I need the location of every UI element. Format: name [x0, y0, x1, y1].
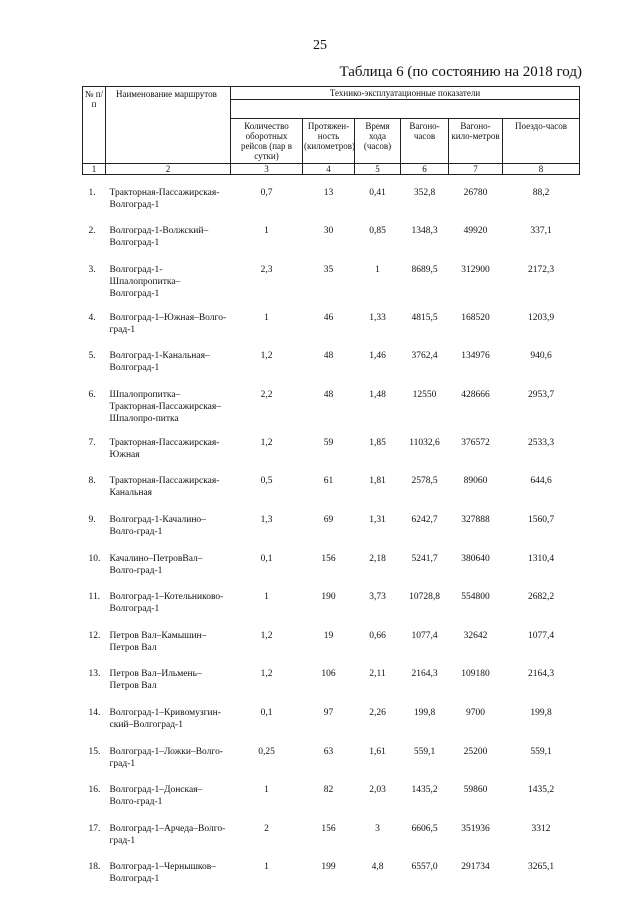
time-value: 1,31 — [369, 515, 386, 526]
table-row — [83, 252, 580, 300]
time-value: 1,48 — [369, 389, 386, 400]
train-hours-value: 1077,4 — [527, 630, 555, 641]
length-value: 46 — [323, 312, 334, 323]
car-hours-value: 2164,3 — [411, 669, 438, 680]
length-value: 190 — [321, 592, 336, 603]
length-value: 48 — [323, 351, 334, 362]
row-number: 14. — [88, 708, 101, 719]
row-number: 5. — [88, 351, 96, 362]
length-value: 61 — [323, 476, 334, 487]
route-name: Волгоград-1–Ложки–Волго-град-1 — [109, 746, 223, 769]
time-value: 1,81 — [369, 476, 386, 487]
trips-value: 1,2 — [260, 351, 273, 362]
routes-table — [82, 86, 580, 888]
train-hours-value: 1310,4 — [527, 553, 555, 564]
train-hours-value: 337,1 — [530, 226, 552, 237]
car-hours-value: 1435,2 — [411, 785, 438, 796]
table-row — [83, 425, 580, 464]
column-number: 1 — [83, 164, 106, 175]
row-number: 10. — [88, 553, 101, 564]
car-hours-value: 3762,4 — [411, 351, 438, 362]
table-row — [83, 541, 580, 580]
trips-value: 0,1 — [260, 553, 273, 564]
table-row — [83, 300, 580, 339]
route-name: Петров Вал–Ильмень–Петров Вал — [109, 669, 202, 692]
row-number: 11. — [88, 592, 101, 603]
car-hours-value: 352,8 — [413, 188, 436, 198]
row-number: 17. — [88, 823, 101, 834]
row-number: 15. — [88, 746, 101, 757]
table-row — [83, 849, 580, 888]
car-hours-value: 8689,5 — [411, 264, 438, 275]
car-km-value: 89060 — [463, 476, 488, 487]
row-number: 12. — [88, 630, 101, 641]
train-hours-value: 559,1 — [530, 746, 552, 757]
train-hours-value: 88,2 — [532, 188, 550, 198]
header-spacer — [231, 100, 580, 119]
table-row — [83, 734, 580, 773]
car-hours-value: 11032,6 — [409, 437, 440, 448]
row-number: 6. — [88, 389, 96, 400]
route-name: Волгоград-1–Донская–Волго-град-1 — [109, 785, 203, 808]
trips-value: 1,2 — [260, 669, 273, 680]
time-value: 1,46 — [369, 351, 386, 362]
route-name: Волгоград-1–Чернышков–Волгоград-1 — [109, 862, 217, 885]
table-row — [83, 463, 580, 502]
train-hours-value: 3312 — [531, 823, 551, 834]
row-number: 18. — [88, 862, 101, 873]
time-value: 1 — [375, 264, 380, 275]
route-name: Тракторная-Пассажирская-Волгоград-1 — [109, 188, 220, 210]
row-number: 9. — [88, 515, 96, 526]
trips-value: 1 — [264, 862, 269, 873]
car-km-value: 554800 — [461, 592, 490, 603]
car-km-value: 25200 — [463, 746, 488, 757]
route-name: Волгоград-1–Котельниково-Волгоград-1 — [109, 592, 224, 615]
table-row — [83, 175, 580, 214]
column-number: 8 — [503, 164, 580, 175]
column-number: 2 — [106, 164, 231, 175]
length-value: 97 — [323, 708, 334, 719]
time-value: 2,11 — [369, 669, 386, 680]
length-value: 19 — [323, 630, 334, 641]
trips-value: 1 — [264, 592, 269, 603]
time-value: 3,73 — [369, 592, 386, 603]
trips-value: 0,1 — [260, 708, 273, 719]
route-name: Тракторная-Пассажирская-Южная — [109, 437, 220, 460]
length-value: 13 — [323, 188, 334, 198]
train-hours-value: 2953,7 — [527, 389, 555, 400]
time-value: 3 — [375, 823, 380, 834]
trips-value: 0,7 — [260, 188, 273, 198]
car-hours-value: 6606,5 — [411, 823, 438, 834]
route-name: Волгоград-1-Шпалопропитка–Волгоград-1 — [109, 264, 181, 299]
table-row — [83, 502, 580, 541]
trips-value: 0,5 — [260, 476, 273, 487]
page-number: 25 — [313, 38, 327, 53]
car-km-value: 26780 — [463, 188, 488, 198]
time-value: 1,61 — [369, 746, 386, 757]
train-hours-value: 644,6 — [530, 476, 552, 487]
table-row — [83, 579, 580, 618]
route-name: Волгоград-1-Канальная–Волгоград-1 — [109, 351, 210, 374]
train-hours-value: 2533,3 — [527, 437, 555, 448]
header-indicators-group: Технико-эксплуатационные показатели — [231, 87, 580, 100]
time-value: 0,66 — [369, 630, 386, 641]
train-hours-value: 940,6 — [530, 351, 552, 362]
length-value: 106 — [321, 669, 336, 680]
header-length: Протяжен-ность (километров) — [303, 119, 355, 164]
car-km-value: 312900 — [461, 264, 490, 275]
route-name: Волгоград-1-Качалино–Волго-град-1 — [109, 515, 206, 538]
train-hours-value: 1560,7 — [527, 515, 555, 526]
table-title: Таблица 6 (по состоянию на 2018 год) — [339, 64, 582, 80]
column-number: 6 — [401, 164, 449, 175]
header-train-hours: Поездо-часов — [503, 119, 580, 164]
length-value: 199 — [321, 862, 336, 873]
time-value: 0,41 — [369, 188, 386, 198]
table-row — [83, 618, 580, 657]
car-km-value: 168520 — [461, 312, 490, 323]
trips-value: 0,25 — [258, 746, 275, 757]
car-hours-value: 6242,7 — [411, 515, 438, 526]
column-number: 3 — [231, 164, 303, 175]
row-number: 2. — [88, 226, 96, 237]
car-km-value: 109180 — [461, 669, 490, 680]
time-value: 2,03 — [369, 785, 386, 796]
car-km-value: 49920 — [463, 226, 488, 237]
car-hours-value: 2578,5 — [411, 476, 438, 487]
train-hours-value: 3265,1 — [527, 862, 555, 873]
car-km-value: 9700 — [466, 708, 485, 719]
length-value: 82 — [323, 785, 334, 796]
header-trips: Количество оборотных рейсов (пар в сутки) — [231, 119, 303, 164]
time-value: 2,26 — [369, 708, 386, 719]
train-hours-value: 1203,9 — [527, 312, 555, 323]
car-km-value: 32642 — [463, 630, 488, 641]
car-km-value: 134976 — [461, 351, 490, 362]
time-value: 4,8 — [371, 862, 384, 873]
car-km-value: 351936 — [461, 823, 490, 834]
column-number: 5 — [355, 164, 401, 175]
table-row — [83, 377, 580, 425]
table-row — [83, 656, 580, 695]
car-km-value: 376572 — [461, 437, 490, 448]
trips-value: 1,2 — [260, 630, 273, 641]
length-value: 69 — [323, 515, 334, 526]
route-name: Волгоград-1-Волжский–Волгоград-1 — [109, 226, 209, 249]
header-time: Время хода (часов) — [355, 119, 401, 164]
trips-value: 2,3 — [260, 264, 273, 275]
length-value: 63 — [323, 746, 334, 757]
car-hours-value: 10728,8 — [409, 592, 440, 603]
table-row — [83, 338, 580, 377]
train-hours-value: 2682,2 — [527, 592, 555, 603]
route-name: Волгоград-1–Кривомузгин-ский–Волгоград-1 — [109, 708, 221, 731]
trips-value: 1,3 — [260, 515, 273, 526]
car-hours-value: 6557,0 — [411, 862, 438, 873]
length-value: 156 — [321, 823, 336, 834]
trips-value: 2 — [264, 823, 269, 834]
route-name: Шпалопропитка–Тракторная-Пассажирская–Шпалопро-питка — [109, 389, 222, 424]
car-hours-value: 5241,7 — [411, 553, 438, 564]
car-km-value: 428666 — [461, 389, 490, 400]
header-car-km: Вагоно-кило-метров — [449, 119, 503, 164]
route-name: Волгоград-1–Арчеда–Волго-град-1 — [109, 823, 226, 846]
car-hours-value: 559,1 — [413, 746, 436, 757]
column-number: 4 — [303, 164, 355, 175]
trips-value: 1 — [264, 785, 269, 796]
car-km-value: 380640 — [461, 553, 490, 564]
route-name: Волгоград-1–Южная–Волго-град-1 — [109, 312, 227, 335]
car-km-value: 327888 — [461, 515, 490, 526]
row-number: 1. — [88, 188, 96, 198]
car-hours-value: 1348,3 — [411, 226, 438, 237]
length-value: 48 — [323, 389, 334, 400]
car-hours-value: 12550 — [412, 389, 437, 400]
route-name: Качалино–ПетровВал–Волго-град-1 — [109, 553, 203, 576]
route-name: Тракторная-Пассажирская-Канальная — [109, 476, 220, 499]
length-value: 156 — [321, 553, 336, 564]
train-hours-value: 1435,2 — [527, 785, 555, 796]
car-km-value: 59860 — [463, 785, 488, 796]
train-hours-value: 2172,3 — [527, 264, 555, 275]
train-hours-value: 199,8 — [530, 708, 552, 719]
header-number: № п/п — [83, 87, 106, 164]
car-hours-value: 1077,4 — [411, 630, 438, 641]
table-row — [83, 695, 580, 734]
car-hours-value: 4815,5 — [411, 312, 438, 323]
row-number: 13. — [88, 669, 101, 680]
trips-value: 2,2 — [260, 389, 273, 400]
trips-value: 1 — [264, 226, 269, 237]
length-value: 35 — [323, 264, 334, 275]
row-number: 7. — [88, 437, 96, 448]
column-number: 7 — [449, 164, 503, 175]
car-km-value: 291734 — [461, 862, 490, 873]
table-row — [83, 213, 580, 252]
length-value: 59 — [323, 437, 334, 448]
row-number: 4. — [88, 312, 96, 323]
route-name: Петров Вал–Камышин–Петров Вал — [109, 630, 207, 653]
trips-value: 1,2 — [260, 437, 273, 448]
train-hours-value: 2164,3 — [527, 669, 555, 680]
time-value: 0,85 — [369, 226, 386, 237]
time-value: 2,18 — [369, 553, 386, 564]
table-row — [83, 811, 580, 850]
time-value: 1,85 — [369, 437, 386, 448]
length-value: 30 — [323, 226, 334, 237]
car-hours-value: 199,8 — [413, 708, 436, 719]
table-row — [83, 772, 580, 811]
row-number: 3. — [88, 264, 96, 275]
header-car-hours: Вагоно-часов — [401, 119, 449, 164]
row-number: 8. — [88, 476, 96, 487]
trips-value: 1 — [264, 312, 269, 323]
header-route-name: Наименование маршрутов — [106, 87, 231, 164]
time-value: 1,33 — [369, 312, 386, 323]
row-number: 16. — [88, 785, 101, 796]
